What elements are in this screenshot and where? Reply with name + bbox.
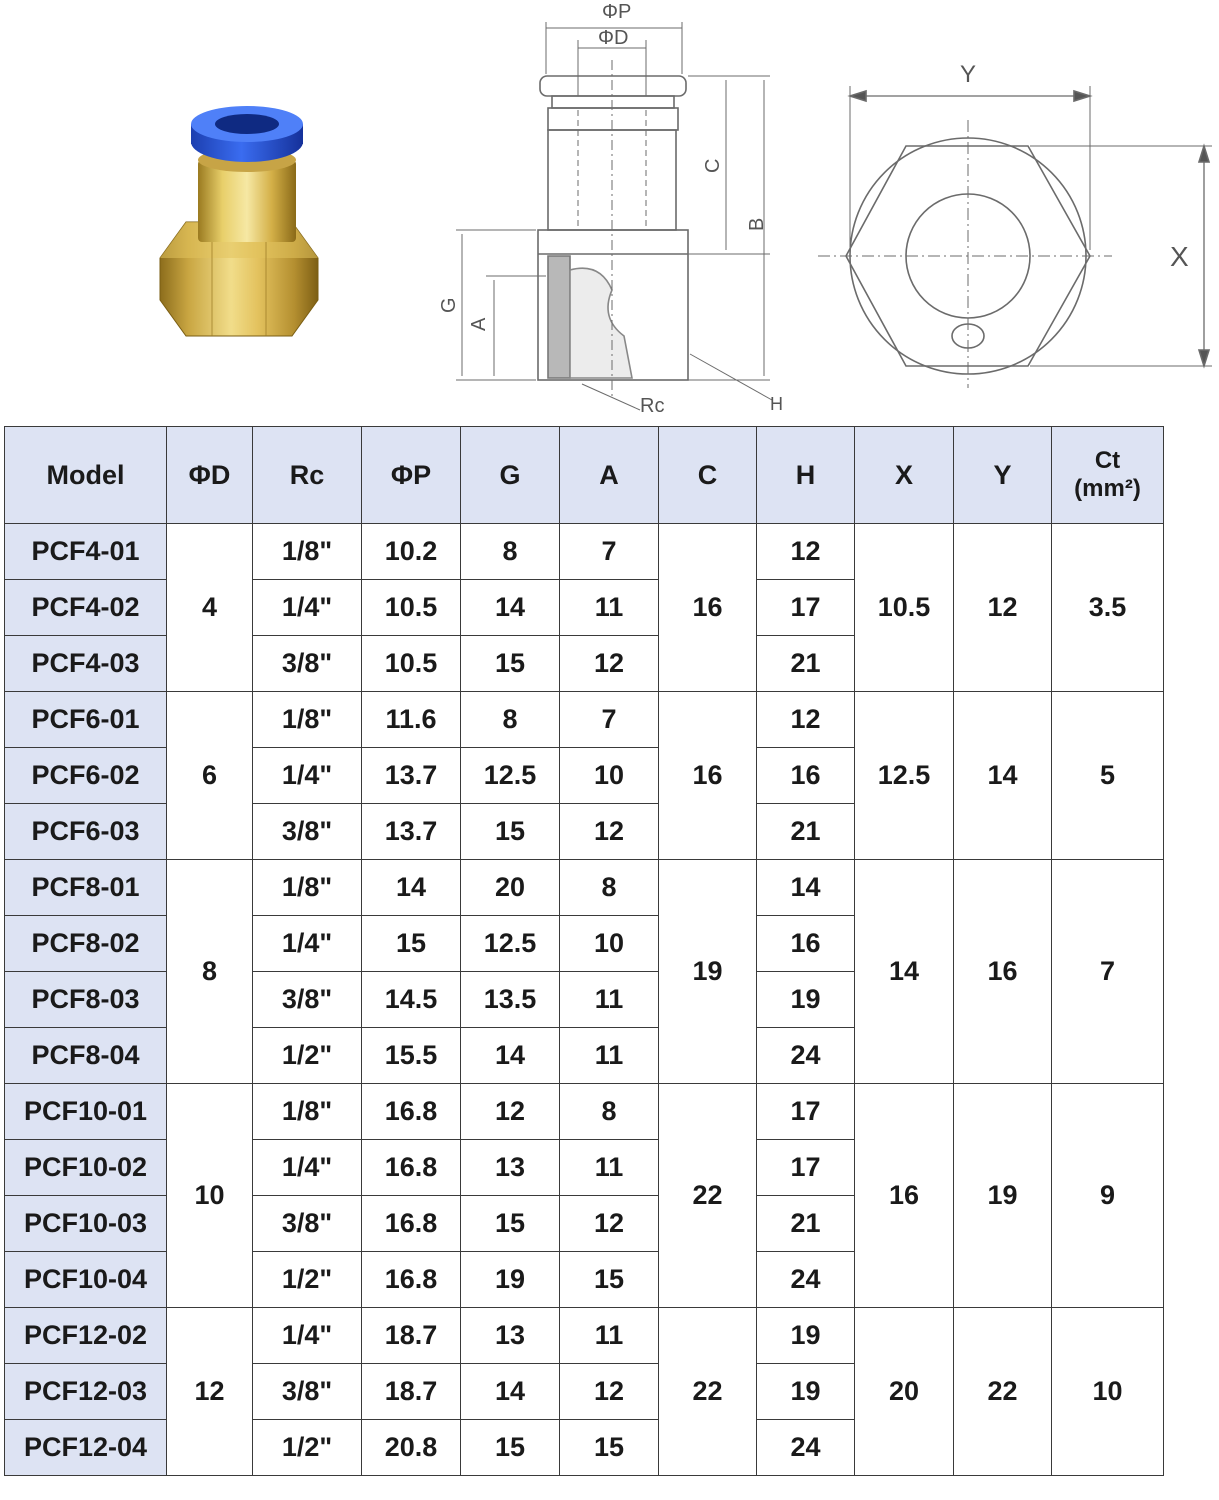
cell-y: 16 [954,860,1052,1084]
label-rc: Rc [640,395,665,417]
cell-rc: 1/8" [253,692,362,748]
cell-x: 10.5 [855,524,954,692]
cell-model: PCF8-01 [5,860,167,916]
cell-model: PCF10-04 [5,1252,167,1308]
cell-rc: 3/8" [253,972,362,1028]
table-row [5,860,1164,916]
cell-model: PCF12-03 [5,1364,167,1420]
cell-y: 14 [954,692,1052,860]
cell-model: PCF10-01 [5,1084,167,1140]
cell-model: PCF10-02 [5,1140,167,1196]
cell-d: 6 [167,692,253,860]
cell-a: 11 [560,1140,659,1196]
cell-rc: 1/2" [253,1420,362,1476]
cell-rc: 3/8" [253,804,362,860]
cell-h: 19 [757,1364,855,1420]
cell-ct: 10 [1052,1308,1164,1476]
cell-rc: 1/8" [253,1084,362,1140]
cell-h: 12 [757,692,855,748]
label-y: Y [960,61,977,88]
cell-model: PCF12-04 [5,1420,167,1476]
cell-a: 11 [560,1028,659,1084]
cell-a: 10 [560,748,659,804]
cell-a: 8 [560,860,659,916]
cell-d: 8 [167,860,253,1084]
cell-ct: 9 [1052,1084,1164,1308]
cell-ct: 5 [1052,692,1164,860]
cell-model: PCF8-02 [5,916,167,972]
cell-model: PCF4-01 [5,524,167,580]
cell-g: 13 [461,1140,560,1196]
cell-model: PCF12-02 [5,1308,167,1364]
cell-p: 10.5 [362,580,461,636]
cell-a: 11 [560,972,659,1028]
cell-p: 10.5 [362,636,461,692]
cell-h: 17 [757,1084,855,1140]
label-x: X [1170,241,1189,272]
header-c: C [659,427,757,524]
cell-c: 19 [659,860,757,1084]
cell-a: 7 [560,524,659,580]
label-phi-d: ΦD [598,27,629,49]
product-illustrations [0,0,1219,420]
cell-a: 11 [560,580,659,636]
cell-h: 16 [757,916,855,972]
header-d: ΦD [167,427,253,524]
cell-p: 14.5 [362,972,461,1028]
cell-model: PCF4-02 [5,580,167,636]
label-g: G [438,297,460,313]
cell-c: 16 [659,692,757,860]
cell-p: 20.8 [362,1420,461,1476]
label-phi-p: ΦP [602,1,632,23]
cell-model: PCF10-03 [5,1196,167,1252]
table-row [5,1308,1164,1364]
cell-g: 14 [461,580,560,636]
cell-h: 21 [757,636,855,692]
cell-rc: 1/2" [253,1028,362,1084]
header-ct-unit: (mm²) [1074,475,1141,502]
cell-d: 12 [167,1308,253,1476]
cell-h: 21 [757,804,855,860]
cell-h: 24 [757,1420,855,1476]
cell-h: 24 [757,1028,855,1084]
cell-g: 8 [461,692,560,748]
cell-a: 12 [560,636,659,692]
cell-rc: 1/4" [253,1308,362,1364]
cell-rc: 1/2" [253,1252,362,1308]
cell-model: PCF6-03 [5,804,167,860]
cell-d: 4 [167,524,253,692]
cell-c: 22 [659,1084,757,1308]
cell-p: 15.5 [362,1028,461,1084]
cell-rc: 1/4" [253,916,362,972]
cell-p: 13.7 [362,748,461,804]
cell-p: 18.7 [362,1364,461,1420]
cell-d: 10 [167,1084,253,1308]
header-g: G [461,427,560,524]
header-p: ΦP [362,427,461,524]
table-row [5,1084,1164,1140]
cell-p: 16.8 [362,1140,461,1196]
header-rc: Rc [253,427,362,524]
cell-h: 21 [757,1196,855,1252]
cell-h: 19 [757,972,855,1028]
cell-a: 15 [560,1420,659,1476]
cell-rc: 1/4" [253,580,362,636]
label-c: C [702,158,724,173]
cell-h: 17 [757,1140,855,1196]
cell-g: 15 [461,1196,560,1252]
cell-y: 12 [954,524,1052,692]
cell-g: 15 [461,804,560,860]
cell-g: 14 [461,1364,560,1420]
cell-a: 8 [560,1084,659,1140]
cell-p: 11.6 [362,692,461,748]
header-x: X [855,427,954,524]
table-row [5,692,1164,748]
cell-p: 18.7 [362,1308,461,1364]
header-ct-label: Ct [1094,447,1121,474]
cell-h: 24 [757,1252,855,1308]
cell-p: 10.2 [362,524,461,580]
label-a: A [468,317,490,331]
cell-h: 14 [757,860,855,916]
header-a: A [560,427,659,524]
cell-p: 16.8 [362,1196,461,1252]
cell-h: 19 [757,1308,855,1364]
header-model: Model [5,427,167,524]
cell-h: 17 [757,580,855,636]
cell-rc: 3/8" [253,636,362,692]
fitting-photo [160,106,318,336]
cell-g: 13.5 [461,972,560,1028]
cell-p: 15 [362,916,461,972]
cell-a: 12 [560,804,659,860]
cell-rc: 3/8" [253,1364,362,1420]
cell-a: 12 [560,1196,659,1252]
side-view-drawing [456,22,772,410]
header-h: H [757,427,855,524]
cell-a: 12 [560,1364,659,1420]
label-h: H [770,394,783,414]
top-view-drawing [818,86,1212,388]
cell-rc: 1/8" [253,524,362,580]
header-ct [1052,427,1164,524]
cell-g: 15 [461,1420,560,1476]
cell-model: PCF8-04 [5,1028,167,1084]
label-b: B [746,217,768,231]
cell-x: 12.5 [855,692,954,860]
cell-model: PCF6-02 [5,748,167,804]
cell-h: 16 [757,748,855,804]
cell-g: 19 [461,1252,560,1308]
table-row [5,524,1164,580]
header-y: Y [954,427,1052,524]
cell-model: PCF8-03 [5,972,167,1028]
cell-c: 22 [659,1308,757,1476]
cell-a: 15 [560,1252,659,1308]
cell-ct: 7 [1052,860,1164,1084]
cell-g: 14 [461,1028,560,1084]
cell-a: 10 [560,916,659,972]
cell-g: 13 [461,1308,560,1364]
cell-a: 7 [560,692,659,748]
table-header-row [5,427,1164,524]
cell-g: 12 [461,1084,560,1140]
cell-h: 12 [757,524,855,580]
cell-x: 14 [855,860,954,1084]
cell-rc: 1/4" [253,748,362,804]
cell-a: 11 [560,1308,659,1364]
cell-g: 20 [461,860,560,916]
cell-p: 14 [362,860,461,916]
cell-c: 16 [659,524,757,692]
cell-g: 12.5 [461,916,560,972]
cell-p: 13.7 [362,804,461,860]
cell-ct: 3.5 [1052,524,1164,692]
specification-table [4,426,1164,1476]
cell-g: 15 [461,636,560,692]
cell-rc: 3/8" [253,1196,362,1252]
cell-y: 22 [954,1308,1052,1476]
cell-p: 16.8 [362,1084,461,1140]
cell-rc: 1/4" [253,1140,362,1196]
cell-g: 8 [461,524,560,580]
cell-x: 16 [855,1084,954,1308]
cell-y: 19 [954,1084,1052,1308]
table-body [5,524,1164,1476]
cell-p: 16.8 [362,1252,461,1308]
cell-x: 20 [855,1308,954,1476]
cell-model: PCF6-01 [5,692,167,748]
cell-model: PCF4-03 [5,636,167,692]
cell-g: 12.5 [461,748,560,804]
cell-rc: 1/8" [253,860,362,916]
